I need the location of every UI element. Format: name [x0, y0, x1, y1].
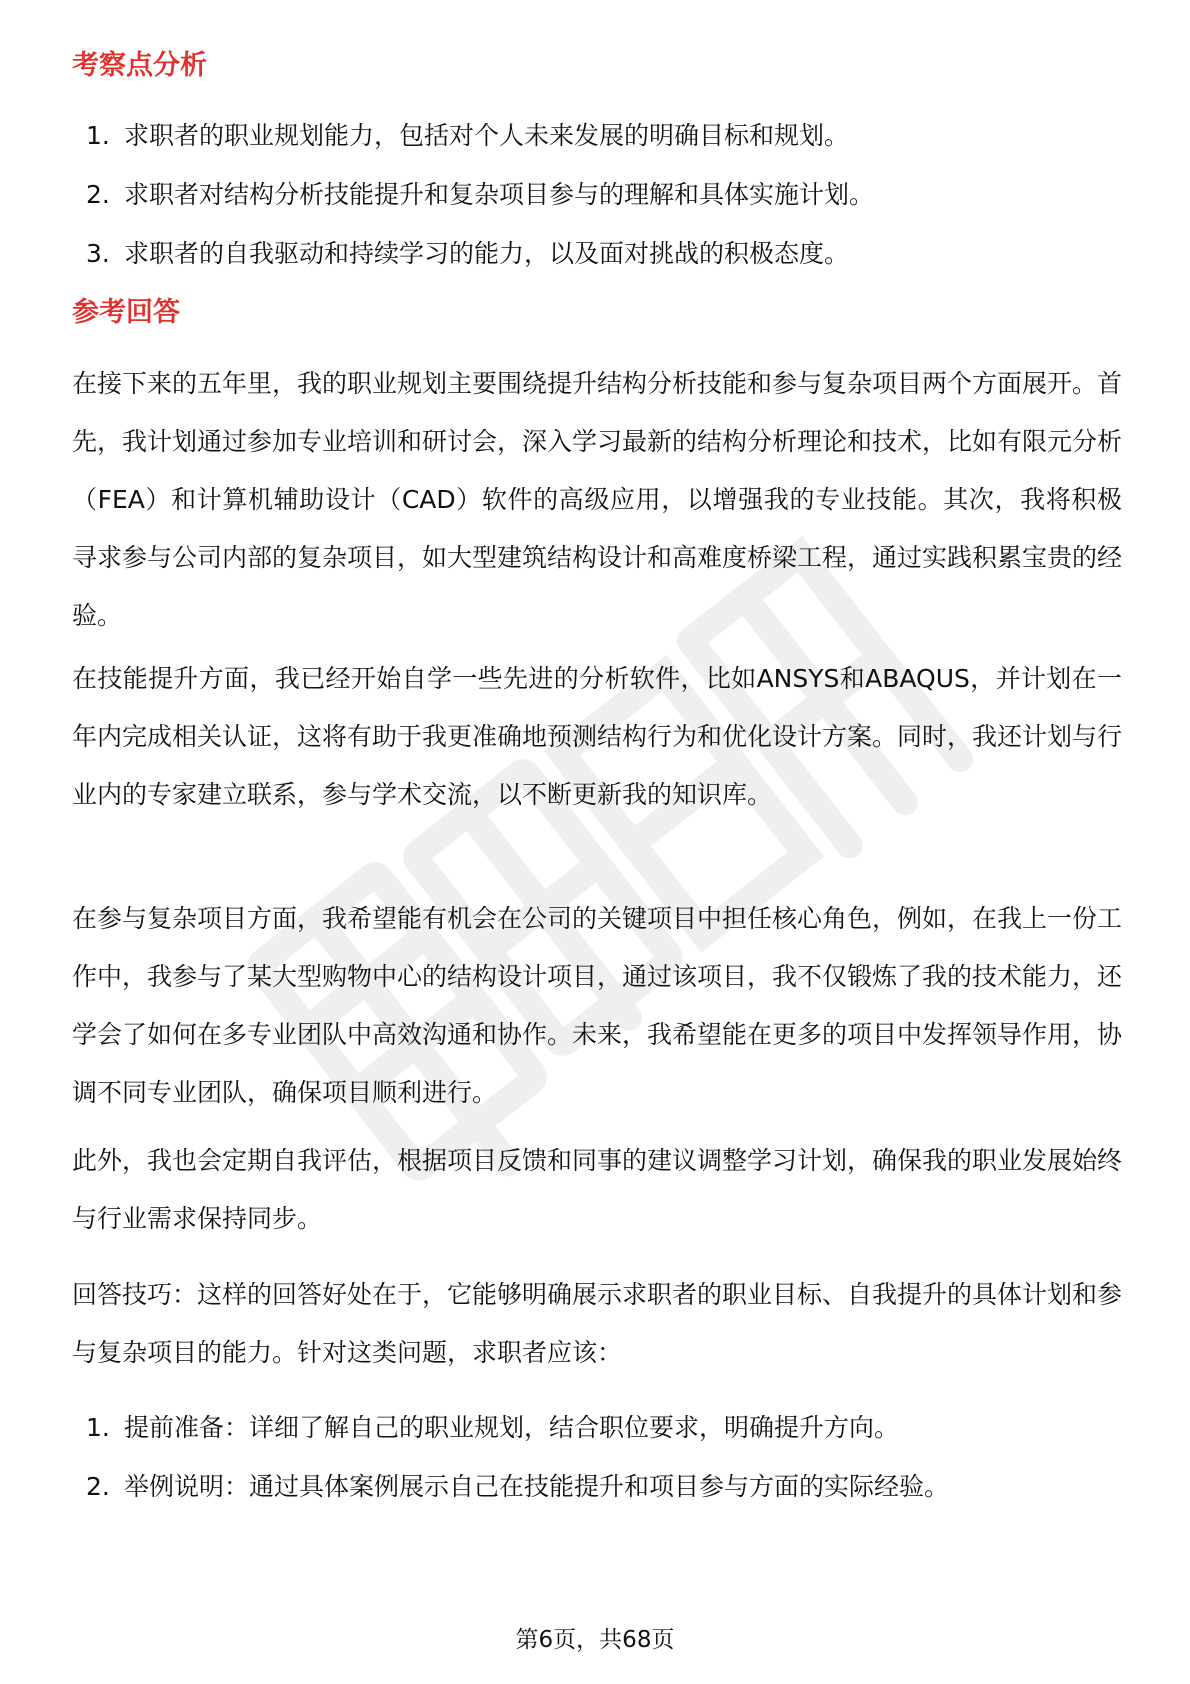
- analysis-list: [72, 116, 1122, 293]
- list-number: 1.: [86, 121, 110, 150]
- list-number: 2.: [86, 180, 110, 209]
- list-item: [72, 1467, 1122, 1526]
- answer-paragraph: 此外，我也会定期自我评估，根据项目反馈和同事的建议调整学习计划，确保我的职业发展始终与行业需求保持同步。: [72, 1146, 1123, 1233]
- tips-list: [72, 1408, 1122, 1526]
- page-footer: 第6页，共68页: [515, 1627, 675, 1653]
- list-text: 求职者的自我驱动和持续学习的能力，以及面对挑战的积极态度。: [124, 239, 850, 268]
- answer-paragraph: 在接下来的五年里，我的职业规划主要围绕提升结构分析技能和参与复杂项目两个方面展开。首先，我计划通过参加专业培训和研讨会，深入学习最新的结构分析理论和技术，比如有限元分析（FEA）和计算机辅助设计（CAD）软件的高级应用，以增强我的专业技能。其次，我将积极寻求参与公司内部的复杂项目，如大型建筑结构设计和高难度桥梁工程，通过实践积累宝贵的经验。: [72, 369, 1123, 630]
- tip-text: 详细了解自己的职业规划，结合职位要求，明确提升方向。: [249, 1413, 900, 1442]
- list-number: 1.: [86, 1413, 110, 1442]
- tip-label: 提前准备：: [124, 1413, 250, 1442]
- list-item: [72, 116, 1122, 175]
- answer-paragraph: 在技能提升方面，我已经开始自学一些先进的分析软件，比如ANSYS和ABAQUS，并计划在一年内完成相关认证，这将有助于我更准确地预测结构行为和优化设计方案。同时，我还计划与行业内的专家建立联系，参与学术交流，以不断更新我的知识库。: [72, 664, 1123, 809]
- tip-label: 举例说明：: [124, 1472, 250, 1501]
- tips-intro-paragraph: 回答技巧：这样的回答好处在于，它能够明确展示求职者的职业目标、自我提升的具体计划和参与复杂项目的能力。针对这类问题，求职者应该：: [72, 1280, 1123, 1367]
- list-text: 求职者对结构分析技能提升和复杂项目参与的理解和具体实施计划。: [124, 180, 875, 209]
- list-text: 求职者的职业规划能力，包括对个人未来发展的明确目标和规划。: [124, 121, 850, 150]
- list-text-wrap: [124, 1408, 899, 1448]
- list-number: 2.: [86, 1472, 110, 1501]
- answer-heading: 参考回答: [72, 297, 180, 328]
- list-text-wrap: [124, 1467, 949, 1507]
- answer-paragraph: 在参与复杂项目方面，我希望能有机会在公司的关键项目中担任核心角色，例如，在我上一份工作中，我参与了某大型购物中心的结构设计项目，通过该项目，我不仅锻炼了我的技术能力，还学会了如何在多专业团队中高效沟通和协作。未来，我希望能在更多的项目中发挥领导作用，协调不同专业团队，确保项目顺利进行。: [72, 904, 1123, 1107]
- list-item: [72, 1408, 1122, 1467]
- list-item: [72, 175, 1122, 234]
- tip-text: 通过具体案例展示自己在技能提升和项目参与方面的实际经验。: [249, 1472, 950, 1501]
- list-item: [72, 234, 1122, 293]
- list-number: 3.: [86, 239, 110, 268]
- analysis-heading: 考察点分析: [72, 50, 207, 81]
